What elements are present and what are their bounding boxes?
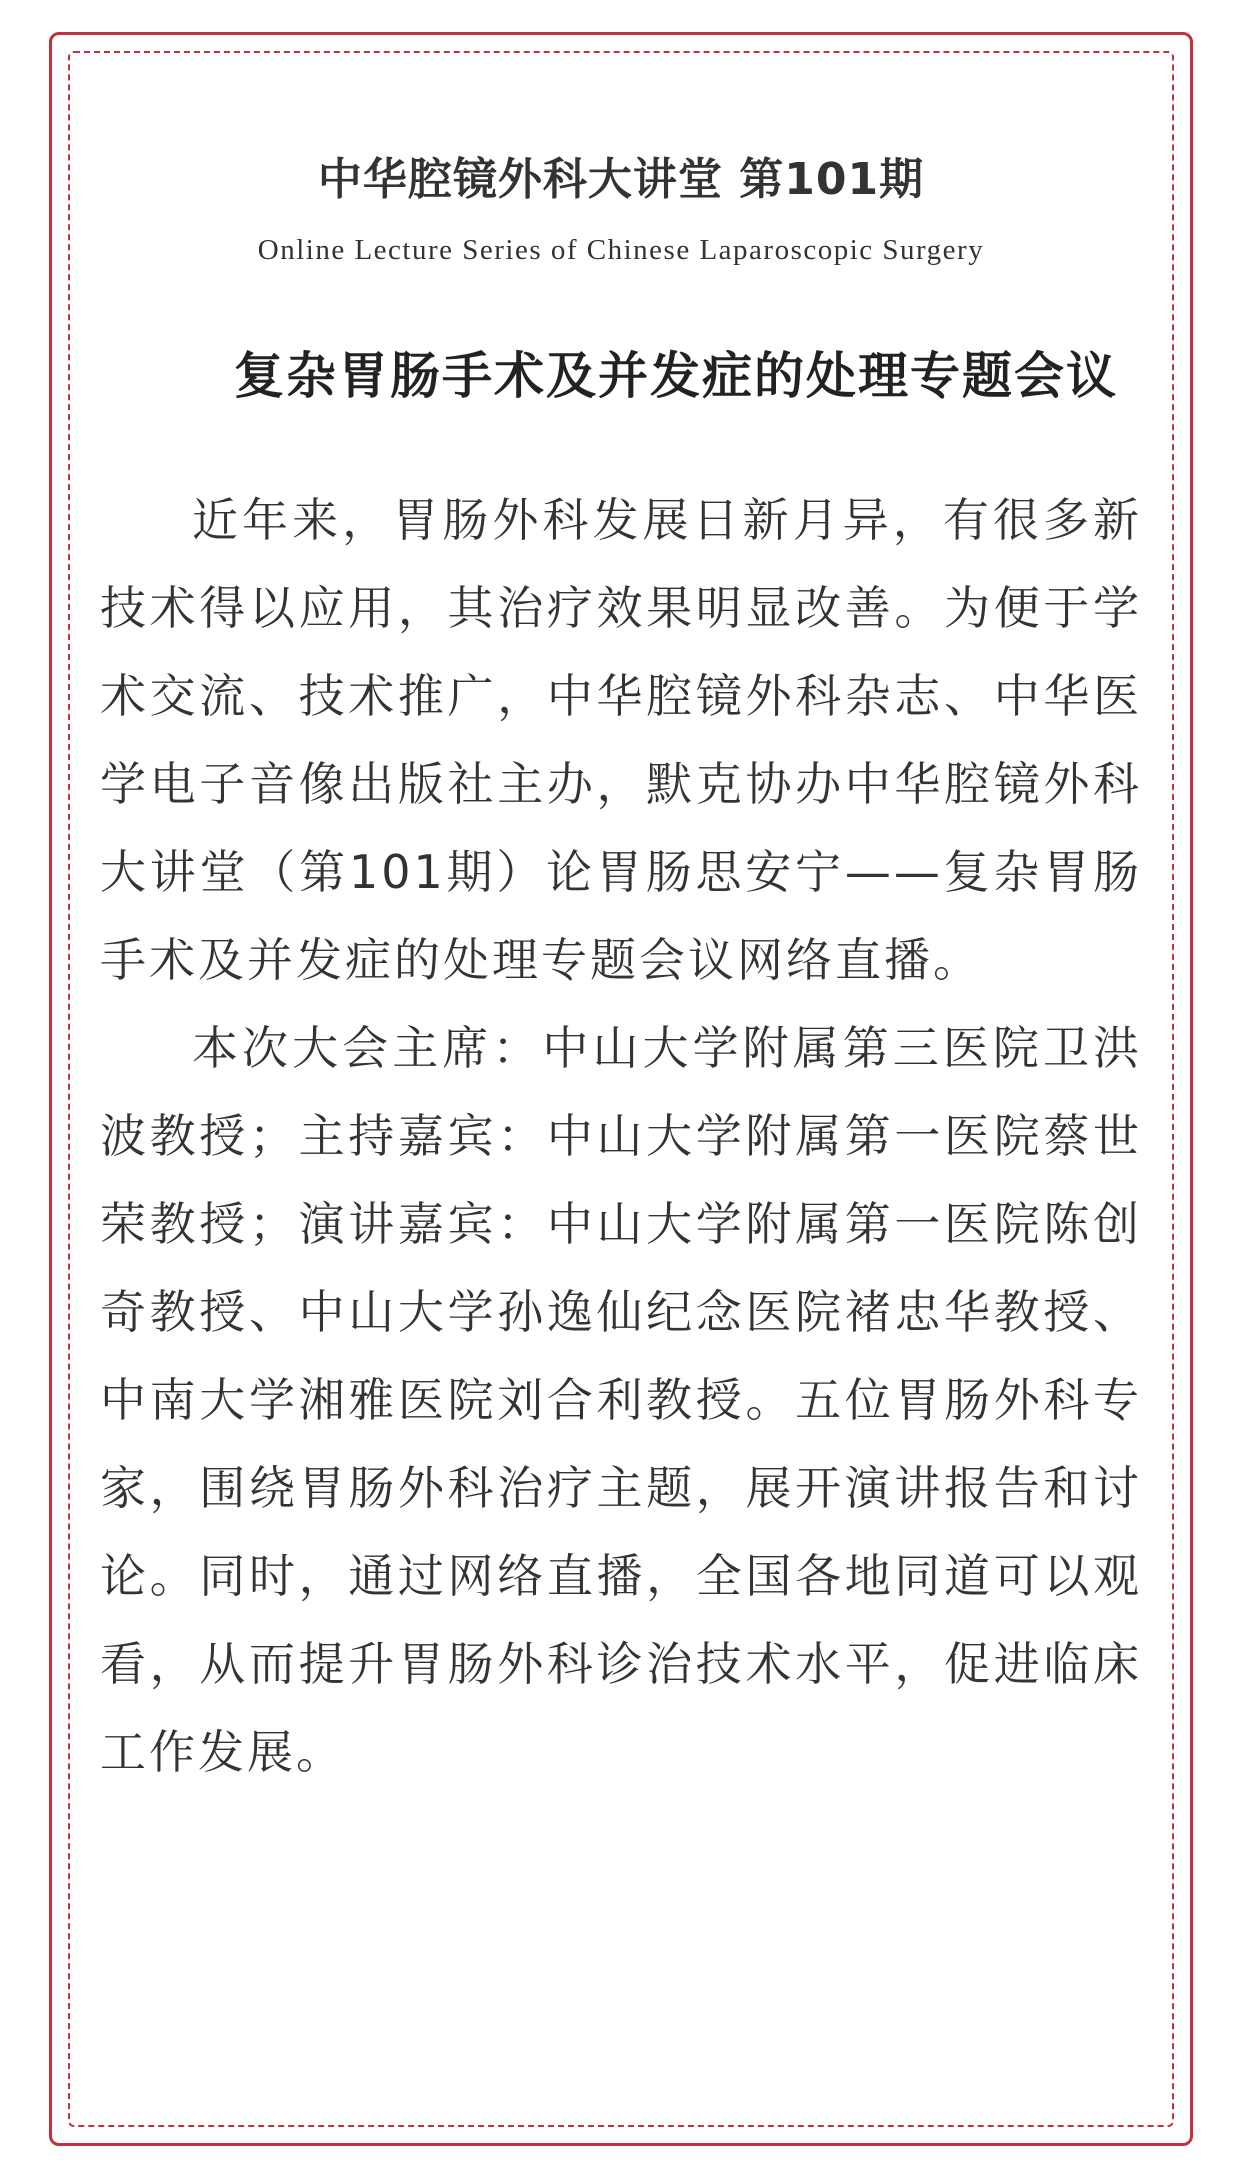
speakers-paragraph: 本次大会主席：中山大学附属第三医院卫洪波教授；主持嘉宾：中山大学附属第一医院蔡世荣教授；演讲嘉宾：中山大学附属第一医院陈创奇教授、中山大学孙逸仙纪念医院褚忠华教授、中南大学湘雅医院刘合利教授。五位胃肠外科专家，围绕胃肠外科治疗主题，展开演讲报告和讨论。同时，通过网络直播，全国各地同道可以观看，从而提升胃肠外科诊治技术水平，促进临床工作发展。 (100, 1021, 1142, 1779)
series-subtitle: Online Lecture Series of Chinese Laparoscopic Surgery (257, 234, 985, 266)
topic-title: 复杂胃肠手术及并发症的处理专题会议 (234, 347, 1118, 405)
article-content (100, 150, 1142, 1796)
intro-paragraph: 近年来，胃肠外科发展日新月异，有很多新技术得以应用，其治疗效果明显改善。为便于学术交流、技术推广，中华腔镜外科杂志、中华医学电子音像出版社主办，默克协办中华腔镜外科大讲堂（第101期）论胃肠思安宁——复杂胃肠手术及并发症的处理专题会议网络直播。 (100, 493, 1142, 987)
series-title: 中华腔镜外科大讲堂 第101期 (317, 154, 925, 205)
